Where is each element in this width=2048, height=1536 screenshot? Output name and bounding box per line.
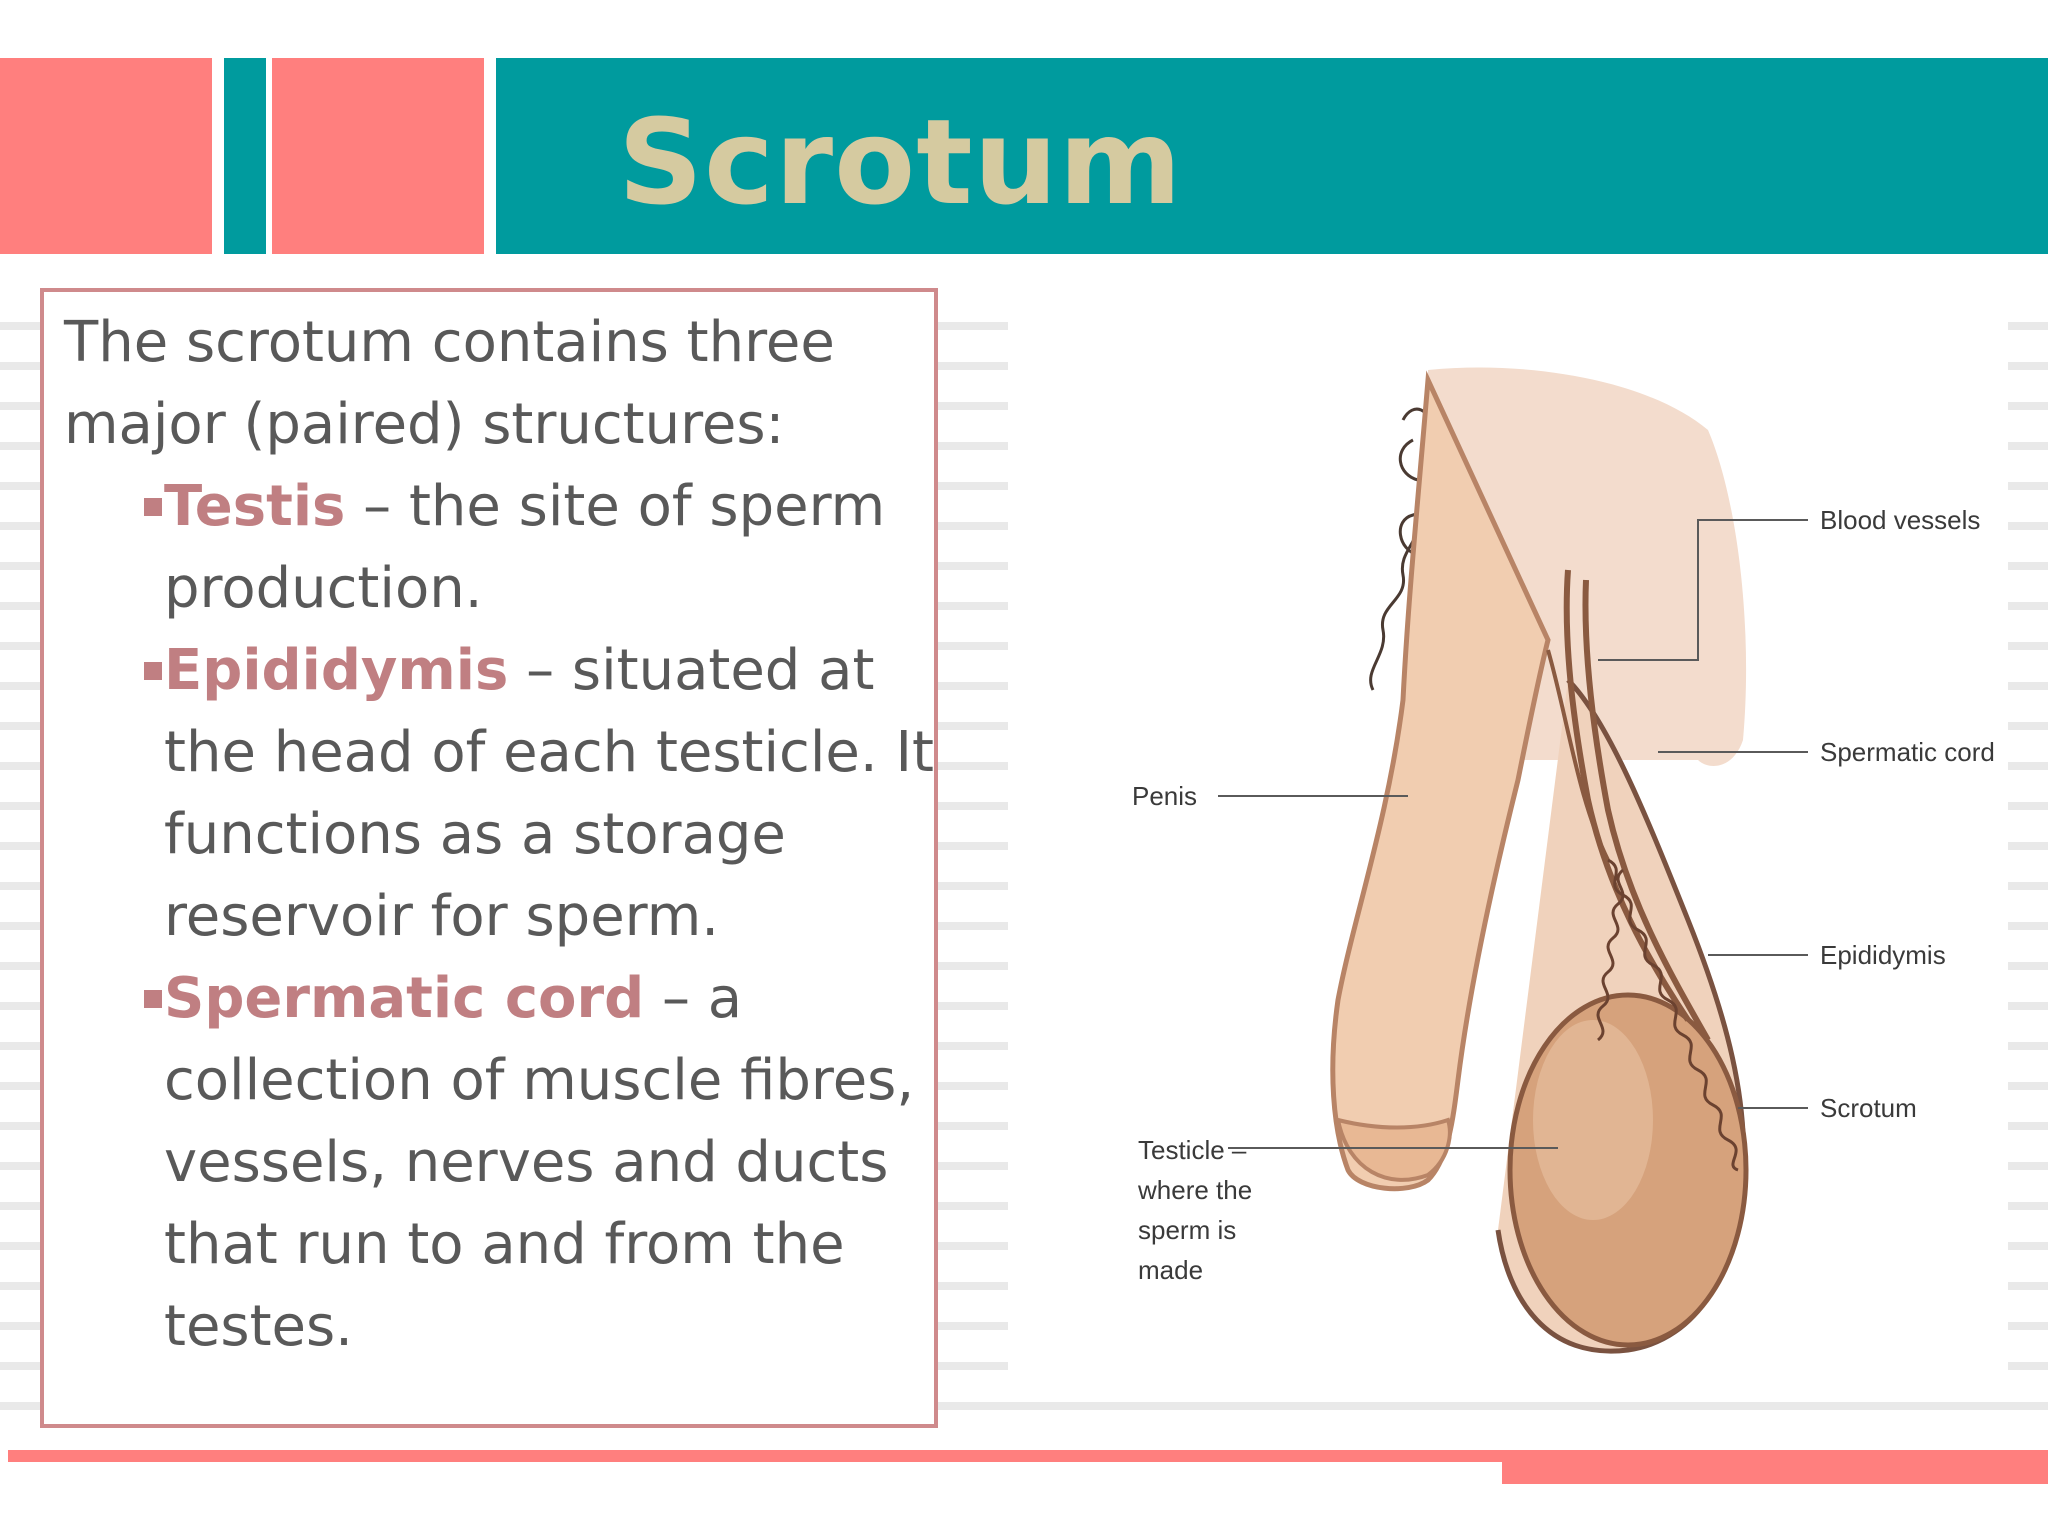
bullet-square-icon — [144, 662, 162, 680]
anatomy-figure — [1008, 300, 2008, 1370]
footer-block — [1502, 1460, 2048, 1484]
slide-title: Scrotum — [618, 93, 1183, 231]
bullet-text: – the site of sperm production. — [164, 474, 886, 621]
bullet-text: – situated at the head of each testicle. It functions as a storage reservoir for sperm. — [164, 638, 934, 949]
bullet-square-icon — [144, 498, 162, 516]
bullet-list — [164, 466, 934, 1368]
bullet-term: Spermatic cord — [164, 966, 645, 1031]
label-spermatic-cord: Spermatic cord — [1820, 737, 1995, 767]
bullet-text: – a collection of muscle fibres, vessels, nerves and ducts that run to and from the testes. — [164, 966, 915, 1359]
text-panel — [40, 288, 938, 1428]
label-penis: Penis — [1132, 781, 1198, 811]
bullet-term: Testis — [164, 474, 346, 539]
header-block-teal-narrow — [224, 58, 266, 254]
header-block-salmon-2 — [272, 58, 484, 254]
testicle-highlight — [1533, 1020, 1653, 1220]
label-blood-vessels: Blood vessels — [1820, 505, 1981, 535]
label-scrotum: Scrotum — [1820, 1093, 1917, 1123]
bullet-epididymis — [138, 630, 934, 958]
bullet-testis — [138, 466, 934, 630]
label-testicle: Testicle – where the sperm is made — [1138, 1135, 1253, 1285]
bullet-term: Epididymis — [164, 638, 509, 703]
bullet-square-icon — [144, 990, 162, 1008]
intro-text: The scrotum contains three major (paired) structures: — [64, 310, 835, 457]
bullet-spermatic-cord — [138, 958, 934, 1368]
header-block-salmon-1 — [0, 58, 212, 254]
label-epididymis: Epididymis — [1820, 940, 1946, 970]
